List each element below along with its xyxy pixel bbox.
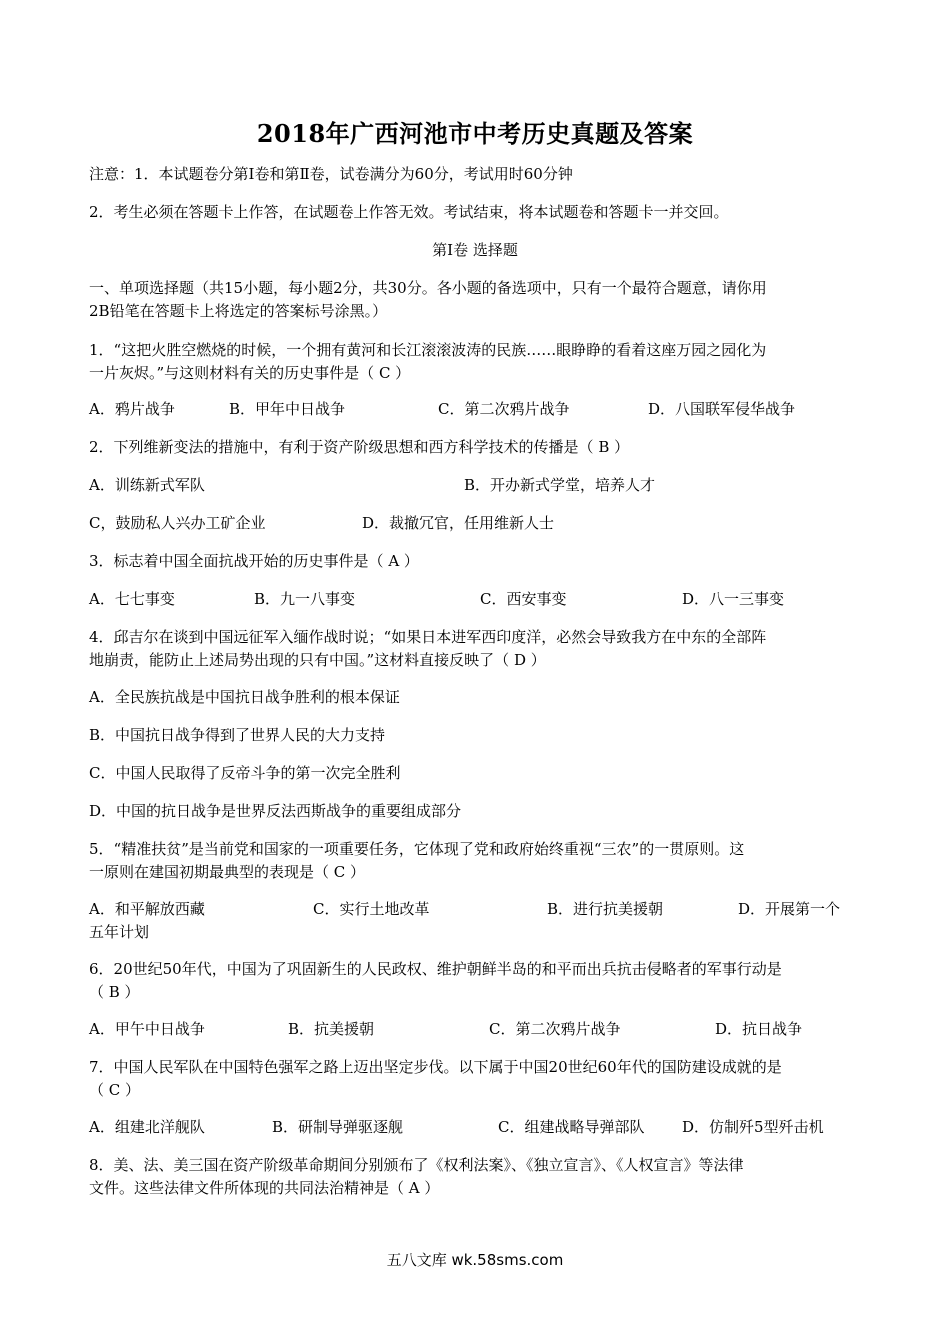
section-intro-line-2: 2B铅笔在答题卡上将选定的答案标号涂黑。） xyxy=(89,302,388,320)
question-3-stem: 3．标志着中国全面抗战开始的历史事件是（ A ） xyxy=(89,552,419,570)
note-line-2: 2．考生必须在答题卡上作答，在试题卷上作答无效。考试结束，将本试题卷和答题卡一并交回。 xyxy=(89,203,729,221)
question-7-stem-line-1: 7．中国人民军队在中国特色强军之路上迈出坚定步伐。以下属于中国20世纪60年代的国防建设成就的是 xyxy=(89,1058,782,1076)
section-intro-line-1: 一、单项选择题（共15小题，每小题2分，共30分。各小题的备选项中，只有一个最符合题意，请你用 xyxy=(89,279,767,297)
question-1-option-c: C．第二次鸦片战争 xyxy=(438,400,570,418)
question-4-stem-line-1: 4．邱吉尔在谈到中国远征军入缅作战时说；“如果日本进军西印度洋，必然会导致我方在中东的全部阵 xyxy=(89,628,767,646)
question-3-option-d: D．八一三事变 xyxy=(682,590,785,608)
question-6-option-d: D．抗日战争 xyxy=(715,1020,803,1038)
question-1-option-b: B．甲年中日战争 xyxy=(229,400,346,418)
question-8-stem-line-1: 8．美、法、美三国在资产阶级革命期间分别颁布了《权利法案》、《独立宣言》、《人权宣言》等法律 xyxy=(89,1156,744,1174)
question-7-option-d: D．仿制歼5型歼击机 xyxy=(682,1118,824,1136)
note-line-1: 注意：1．本试题卷分第Ⅰ卷和第Ⅱ卷，试卷满分为60分，考试用时60分钟 xyxy=(89,165,573,183)
question-5-option-a: A．和平解放西藏 xyxy=(89,900,205,918)
question-6-option-c: C．第二次鸦片战争 xyxy=(489,1020,621,1038)
question-5-option-d: D．开展第一个 xyxy=(738,900,841,918)
question-4-option-d: D．中国的抗日战争是世界反法西斯战争的重要组成部分 xyxy=(89,802,462,820)
question-7-option-a: A．组建北洋舰队 xyxy=(89,1118,205,1136)
question-6-stem-line-2: （ B ） xyxy=(89,983,140,1001)
question-8-stem-line-2: 文件。这些法律文件所体现的共同法治精神是（ A ） xyxy=(89,1179,440,1197)
page-title: 2018年广西河池市中考历史真题及答案 xyxy=(256,119,694,148)
question-2-option-a: A．训练新式军队 xyxy=(89,476,205,494)
question-4-option-a: A．全民族抗战是中国抗日战争胜利的根本保证 xyxy=(89,688,400,706)
question-5-option-c: C．实行土地改革 xyxy=(313,900,430,918)
question-2-stem: 2．下列维新变法的措施中，有利于资产阶级思想和西方科学技术的传播是（ B ） xyxy=(89,438,630,456)
question-2-option-b: B．开办新式学堂，培养人才 xyxy=(464,476,656,494)
question-3-option-b: B．九一八事变 xyxy=(254,590,356,608)
question-1-stem-line-2: 一片灰烬。”与这则材料有关的历史事件是（ C ） xyxy=(89,364,411,382)
question-7-stem-line-2: （ C ） xyxy=(89,1081,141,1099)
question-4-stem-line-2: 地崩责，能防止上述局势出现的只有中国。”这材料直接反映了（ D ） xyxy=(89,651,546,669)
section-title: 第Ⅰ卷 选择题 xyxy=(432,241,518,259)
question-5-option-b: B．进行抗美援朝 xyxy=(547,900,664,918)
question-1-option-d: D．八国联军侵华战争 xyxy=(648,400,796,418)
question-5-stem-line-2: 一原则在建国初期最典型的表现是（ C ） xyxy=(89,863,366,881)
question-7-option-b: B．研制导弹驱逐舰 xyxy=(272,1118,404,1136)
footer-watermark: 五八文库 wk.58sms.com xyxy=(386,1251,564,1269)
question-1-stem-line-1: 1．“这把火胜空燃烧的时候，一个拥有黄河和长江滚滚波涛的民族……眼睁睁的看着这座万园之园化为 xyxy=(89,341,767,359)
question-2-option-d: D．裁撤冗官，任用维新人士 xyxy=(362,514,555,532)
question-5-option-d-continued: 五年计划 xyxy=(89,923,150,941)
question-6-stem-line-1: 6．20世纪50年代，中国为了巩固新生的人民政权、维护朝鲜半岛的和平而出兵抗击侵略者的军事行动是 xyxy=(89,960,782,978)
question-1-option-a: A．鸦片战争 xyxy=(89,400,175,418)
question-6-option-a: A．甲午中日战争 xyxy=(89,1020,205,1038)
question-2-option-c: C，鼓励私人兴办工矿企业 xyxy=(89,514,266,532)
question-4-option-c: C．中国人民取得了反帝斗争的第一次完全胜利 xyxy=(89,764,401,782)
question-4-option-b: B．中国抗日战争得到了世界人民的大力支持 xyxy=(89,726,386,744)
question-3-option-a: A．七七事变 xyxy=(89,590,175,608)
question-6-option-b: B．抗美援朝 xyxy=(288,1020,375,1038)
question-5-stem-line-1: 5．“精准扶贫”是当前党和国家的一项重要任务，它体现了党和政府始终重视“三农”的一贯原则。这 xyxy=(89,840,745,858)
question-7-option-c: C．组建战略导弹部队 xyxy=(498,1118,645,1136)
question-3-option-c: C．西安事变 xyxy=(480,590,567,608)
